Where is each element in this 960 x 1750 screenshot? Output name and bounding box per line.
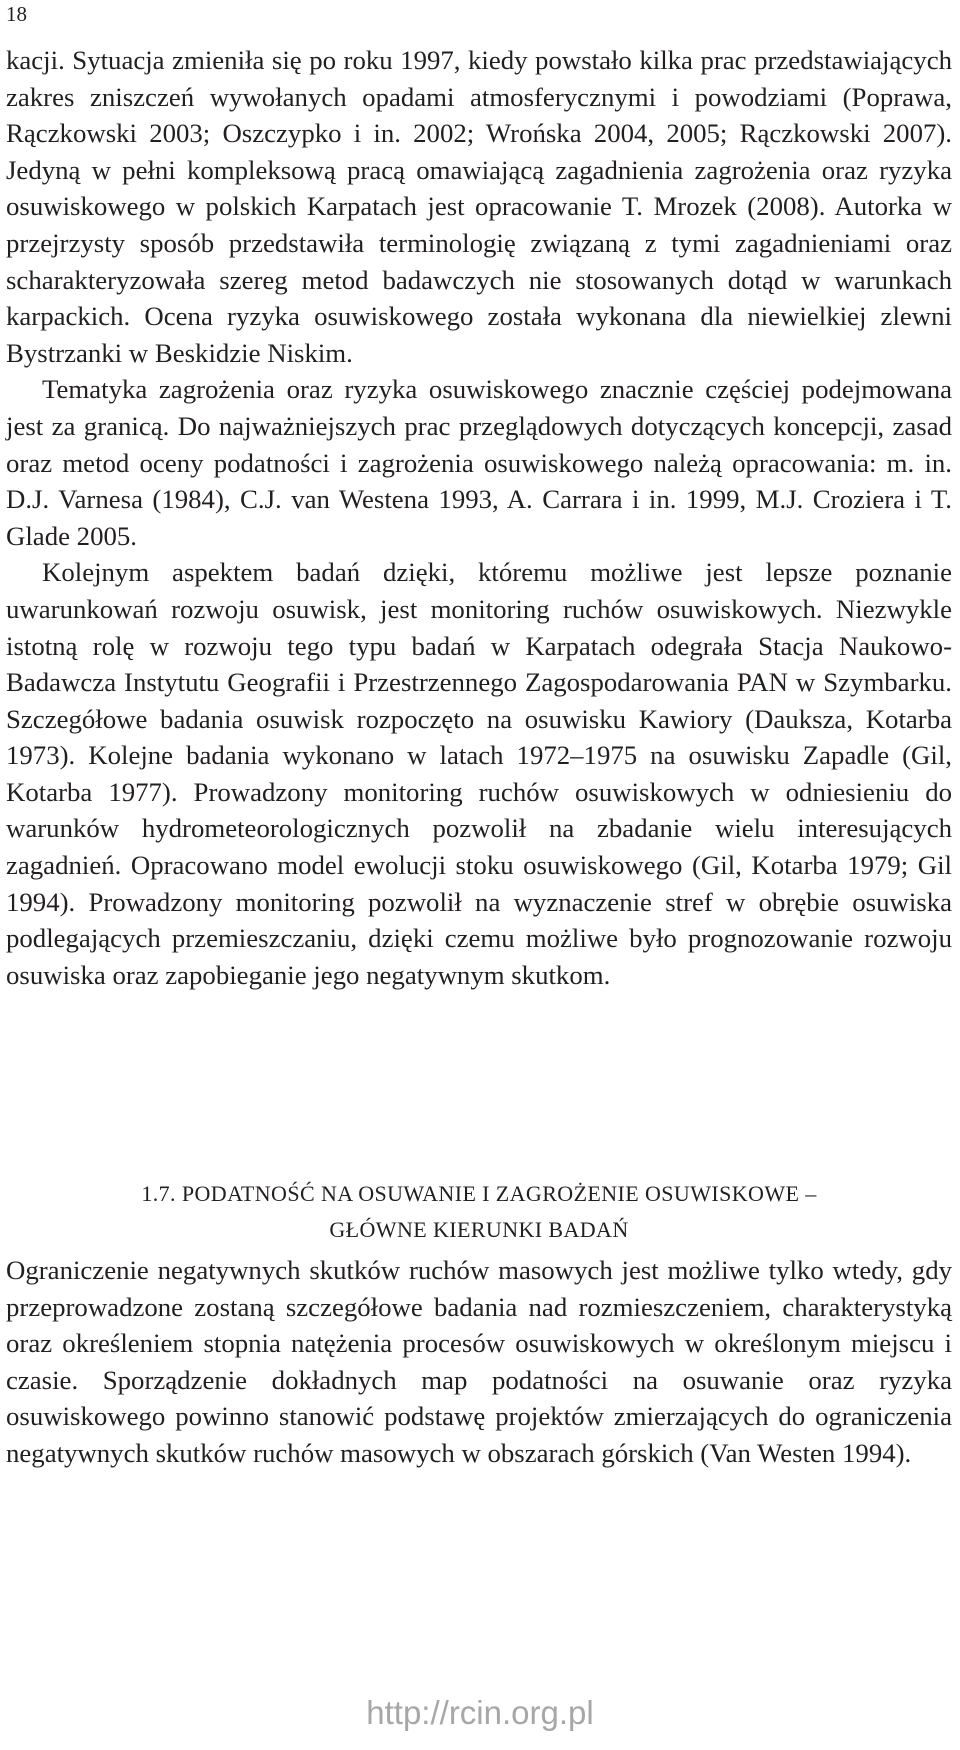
section-body-text: [6, 1252, 952, 1472]
paragraph-continuation: kacji. Sytuacja zmieniła się po roku 1997, kiedy powstało kilka prac przedstawiających zakres zniszczeń wywołanych opadami atmosferycznymi i powodziami (Poprawa, Rączkowski 2003; Oszczypko i in. 2002; Wrońska 2004, 2005; Rączkowski 2007). Jedyną w pełni kompleksową pracą omawiającą zagadnienia zagrożenia oraz ryzyka osuwiskowego w polskich Karpatach jest opracowanie T. Mrozek (2008). Autorka w przejrzysty sposób przedstawiła terminologię związaną z tymi zagadnieniami oraz scharakteryzowała szereg metod badawczych nie stosowanych dotąd w warunkach karpackich. Ocena ryzyka osuwiskowego została wykonana dla niewielkiej zlewni Bystrzanki w Beskidzie Niskim.: [6, 45, 952, 368]
source-url-watermark: http://rcin.org.pl: [366, 1694, 594, 1731]
paragraph: Ograniczenie negatywnych skutków ruchów masowych jest możliwe tylko wtedy, gdy przeprowadzone zostaną szczegółowe badania nad rozmieszczeniem, charakterystyką oraz określeniem stopnia natężenia procesów osuwiskowych w określonym miejscu i czasie. Sporządzenie dokładnych map podatności na osuwanie oraz ryzyka osuwiskowego powinno stanowić podstawę projektów zmierzających do ograniczenia negatywnych skutków ruchów masowych w obszarach górskich (Van Westen 1994).: [6, 1255, 952, 1468]
body-text: [6, 42, 952, 993]
section-heading-line: GŁÓWNE KIERUNKI BADAŃ: [329, 1217, 629, 1242]
page-number: 18: [6, 2, 27, 26]
section-heading: [6, 1176, 952, 1248]
paragraph: Kolejnym aspektem badań dzięki, któremu możliwe jest lepsze poznanie uwarunkowań rozwoju osuwisk, jest monitoring ruchów osuwiskowych. Niezwykle istotną rolę w rozwoju tego typu badań w Karpatach odegrała Stacja Naukowo-Badawcza Instytutu Geografii i Przestrzennego Zagospodarowania PAN w Szymbarku. Szczegółowe badania osuwisk rozpoczęto na osuwisku Kawiory (Dauksza, Kotarba 1973). Kolejne badania wykonano w latach 1972–1975 na osuwisku Zapadle (Gil, Kotarba 1977). Prowadzony monitoring ruchów osuwiskowych w odniesieniu do warunków hydrometeorologicznych pozwolił na zbadanie wielu interesujących zagadnień. Opracowano model ewolucji stoku osuwiskowego (Gil, Kotarba 1979; Gil 1994). Prowadzony monitoring pozwolił na wyznaczenie stref w obrębie osuwiska podlegających przemieszczaniu, dzięki czemu możliwe było prognozowanie rozwoju osuwiska oraz zapobieganie jego negatywnym skutkom.: [6, 557, 952, 990]
section-heading-line: 1.7. PODATNOŚĆ NA OSUWANIE I ZAGROŻENIE OSUWISKOWE –: [141, 1181, 817, 1206]
paragraph: Tematyka zagrożenia oraz ryzyka osuwiskowego znacznie częściej podejmowana jest za granicą. Do najważniejszych prac przeglądowych dotyczących koncepcji, zasad oraz metod oceny podatności i zagrożenia osuwiskowego należą opracowania: m. in. D.J. Varnesa (1984), C.J. van Westena 1993, A. Carrara i in. 1999, M.J. Croziera i T. Glade 2005.: [6, 374, 952, 551]
